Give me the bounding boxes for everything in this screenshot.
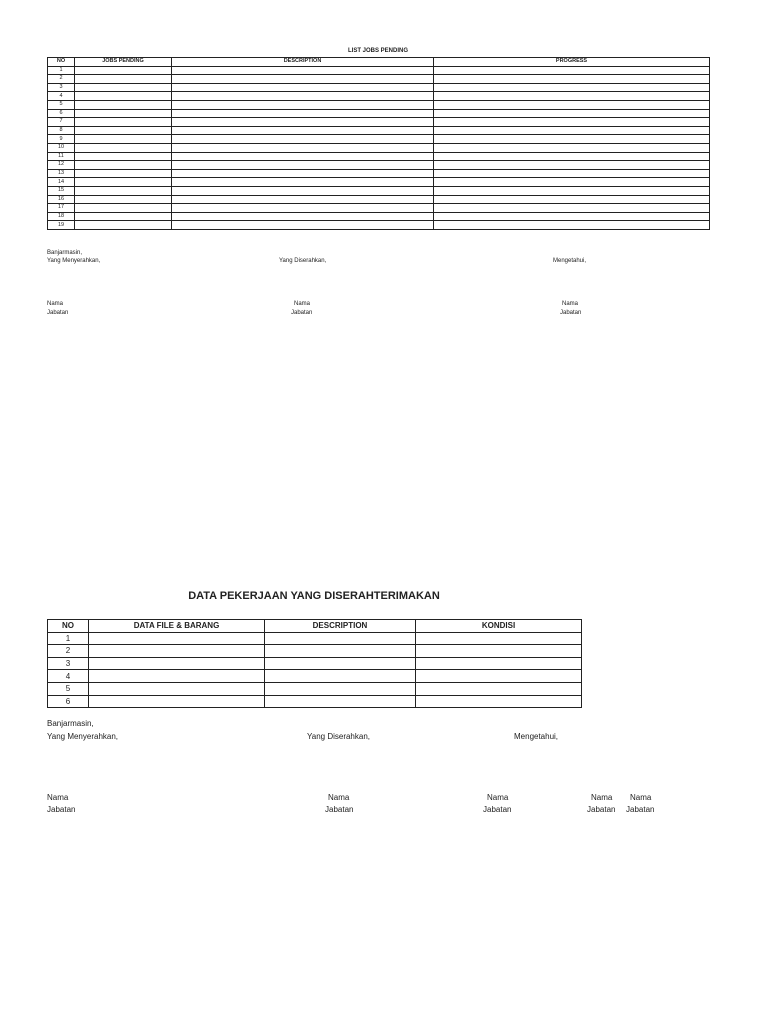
sign2-nama-1: Nama: [47, 793, 69, 802]
empty-cell: [434, 152, 710, 161]
empty-cell: [75, 75, 172, 84]
table-row: [48, 75, 710, 84]
table-row: [48, 632, 582, 645]
table-row: [48, 143, 710, 152]
empty-cell: [434, 161, 710, 170]
empty-cell: [416, 682, 582, 695]
table-row: [48, 695, 582, 708]
empty-cell: [172, 126, 434, 135]
empty-cell: [172, 186, 434, 195]
empty-cell: [89, 682, 265, 695]
empty-cell: [75, 66, 172, 75]
sign1-jabatan-2: Jabatan: [291, 310, 313, 316]
empty-cell: [434, 66, 710, 75]
empty-cell: [434, 143, 710, 152]
empty-cell: [434, 92, 710, 101]
empty-cell: [75, 109, 172, 118]
sign2-nama-3: Nama: [487, 793, 509, 802]
empty-cell: [434, 186, 710, 195]
table-header-row: [48, 620, 582, 633]
row-number: 8: [48, 126, 75, 135]
empty-cell: [434, 195, 710, 204]
sign1-yang-diserahkan: Yang Diserahkan,: [279, 258, 327, 264]
empty-cell: [172, 135, 434, 144]
sign2-mengetahui: Mengetahui,: [514, 732, 559, 741]
table-row: [48, 126, 710, 135]
table-row: [48, 195, 710, 204]
empty-cell: [434, 75, 710, 84]
sign2-city: Banjarmasin,: [47, 719, 94, 728]
empty-cell: [172, 100, 434, 109]
row-number: 1: [48, 66, 75, 75]
empty-cell: [75, 221, 172, 230]
table-row: [48, 682, 582, 695]
empty-cell: [75, 135, 172, 144]
empty-cell: [434, 100, 710, 109]
row-number: 18: [48, 212, 75, 221]
empty-cell: [75, 204, 172, 213]
header-no: NO: [48, 620, 89, 633]
header-no: NO: [48, 58, 75, 67]
row-number: 13: [48, 169, 75, 178]
empty-cell: [75, 118, 172, 127]
table-row: [48, 161, 710, 170]
empty-cell: [172, 204, 434, 213]
row-number: 3: [48, 657, 89, 670]
table-row: [48, 83, 710, 92]
table-row: [48, 186, 710, 195]
empty-cell: [75, 195, 172, 204]
empty-cell: [172, 83, 434, 92]
row-number: 6: [48, 109, 75, 118]
empty-cell: [89, 695, 265, 708]
empty-cell: [75, 152, 172, 161]
empty-cell: [172, 92, 434, 101]
empty-cell: [434, 126, 710, 135]
table-row: [48, 152, 710, 161]
sign1-jabatan-3: Jabatan: [560, 310, 582, 316]
empty-cell: [265, 645, 416, 658]
empty-cell: [172, 221, 434, 230]
empty-cell: [172, 118, 434, 127]
empty-cell: [434, 118, 710, 127]
empty-cell: [75, 178, 172, 187]
row-number: 5: [48, 100, 75, 109]
sign2-jabatan-3: Jabatan: [483, 805, 512, 814]
empty-cell: [75, 143, 172, 152]
row-number: 6: [48, 695, 89, 708]
data-pekerjaan-table: [47, 619, 582, 708]
table-row: [48, 92, 710, 101]
data-pekerjaan-title: DATA PEKERJAAN YANG DISERAHTERIMAKAN: [188, 590, 440, 602]
empty-cell: [172, 152, 434, 161]
empty-cell: [416, 645, 582, 658]
empty-cell: [434, 178, 710, 187]
table-row: [48, 135, 710, 144]
empty-cell: [434, 169, 710, 178]
row-number: 17: [48, 204, 75, 213]
empty-cell: [434, 221, 710, 230]
row-number: 5: [48, 682, 89, 695]
empty-cell: [265, 632, 416, 645]
sign1-mengetahui: Mengetahui,: [553, 258, 587, 264]
row-number: 7: [48, 118, 75, 127]
empty-cell: [75, 100, 172, 109]
row-number: 12: [48, 161, 75, 170]
table-row: [48, 178, 710, 187]
row-number: 9: [48, 135, 75, 144]
sign2-nama-4: Nama: [591, 793, 613, 802]
table-row: [48, 221, 710, 230]
table-row: [48, 212, 710, 221]
empty-cell: [265, 670, 416, 683]
header-kondisi: KONDISI: [416, 620, 582, 633]
empty-cell: [89, 645, 265, 658]
empty-cell: [75, 212, 172, 221]
row-number: 14: [48, 178, 75, 187]
row-number: 3: [48, 83, 75, 92]
empty-cell: [265, 657, 416, 670]
empty-cell: [172, 109, 434, 118]
empty-cell: [89, 670, 265, 683]
empty-cell: [172, 212, 434, 221]
row-number: 16: [48, 195, 75, 204]
empty-cell: [416, 670, 582, 683]
table-row: [48, 645, 582, 658]
header-jobs-pending: JOBS PENDING: [75, 58, 172, 67]
empty-cell: [172, 143, 434, 152]
sign2-yang-diserahkan: Yang Diserahkan,: [307, 732, 370, 741]
sign1-yang-menyerahkan: Yang Menyerahkan,: [47, 258, 101, 264]
empty-cell: [172, 195, 434, 204]
empty-cell: [172, 169, 434, 178]
empty-cell: [75, 92, 172, 101]
table-header-row: [48, 58, 710, 67]
sign1-jabatan-1: Jabatan: [47, 310, 69, 316]
empty-cell: [434, 109, 710, 118]
empty-cell: [265, 682, 416, 695]
empty-cell: [416, 657, 582, 670]
sign1-nama-2: Nama: [294, 301, 311, 307]
empty-cell: [75, 186, 172, 195]
empty-cell: [89, 657, 265, 670]
header-progress: PROGRESS: [434, 58, 710, 67]
empty-cell: [75, 169, 172, 178]
sign1-nama-1: Nama: [47, 301, 64, 307]
empty-cell: [75, 126, 172, 135]
list-jobs-pending-title: LIST JOBS PENDING: [347, 48, 408, 54]
row-number: 1: [48, 632, 89, 645]
sign2-jabatan-1: Jabatan: [47, 805, 76, 814]
table-row: [48, 118, 710, 127]
header-description: DESCRIPTION: [265, 620, 416, 633]
row-number: 11: [48, 152, 75, 161]
table-row: [48, 66, 710, 75]
empty-cell: [434, 135, 710, 144]
sign1-nama-3: Nama: [562, 301, 579, 307]
empty-cell: [434, 204, 710, 213]
sign2-nama-2: Nama: [328, 793, 350, 802]
sign2-jabatan-2: Jabatan: [325, 805, 354, 814]
sign2-nama-5: Nama: [630, 793, 652, 802]
row-number: 15: [48, 186, 75, 195]
row-number: 10: [48, 143, 75, 152]
row-number: 2: [48, 645, 89, 658]
table-row: [48, 109, 710, 118]
table-row: [48, 169, 710, 178]
table-row: [48, 100, 710, 109]
header-data-file-barang: DATA FILE & BARANG: [89, 620, 265, 633]
jobs-pending-table: [47, 57, 710, 230]
empty-cell: [416, 632, 582, 645]
sign2-yang-menyerahkan: Yang Menyerahkan,: [47, 732, 119, 741]
empty-cell: [172, 75, 434, 84]
empty-cell: [89, 632, 265, 645]
empty-cell: [416, 695, 582, 708]
empty-cell: [172, 161, 434, 170]
table-row: [48, 657, 582, 670]
table-row: [48, 670, 582, 683]
row-number: 2: [48, 75, 75, 84]
empty-cell: [75, 83, 172, 92]
sign2-jabatan-4: Jabatan: [587, 805, 616, 814]
row-number: 19: [48, 221, 75, 230]
row-number: 4: [48, 92, 75, 101]
empty-cell: [265, 695, 416, 708]
empty-cell: [434, 212, 710, 221]
row-number: 4: [48, 670, 89, 683]
empty-cell: [172, 178, 434, 187]
table-row: [48, 204, 710, 213]
empty-cell: [434, 83, 710, 92]
empty-cell: [75, 161, 172, 170]
header-description: DESCRIPTION: [172, 58, 434, 67]
sign2-jabatan-5: Jabatan: [626, 805, 655, 814]
sign1-city: Banjarmasin,: [47, 250, 83, 256]
empty-cell: [172, 66, 434, 75]
